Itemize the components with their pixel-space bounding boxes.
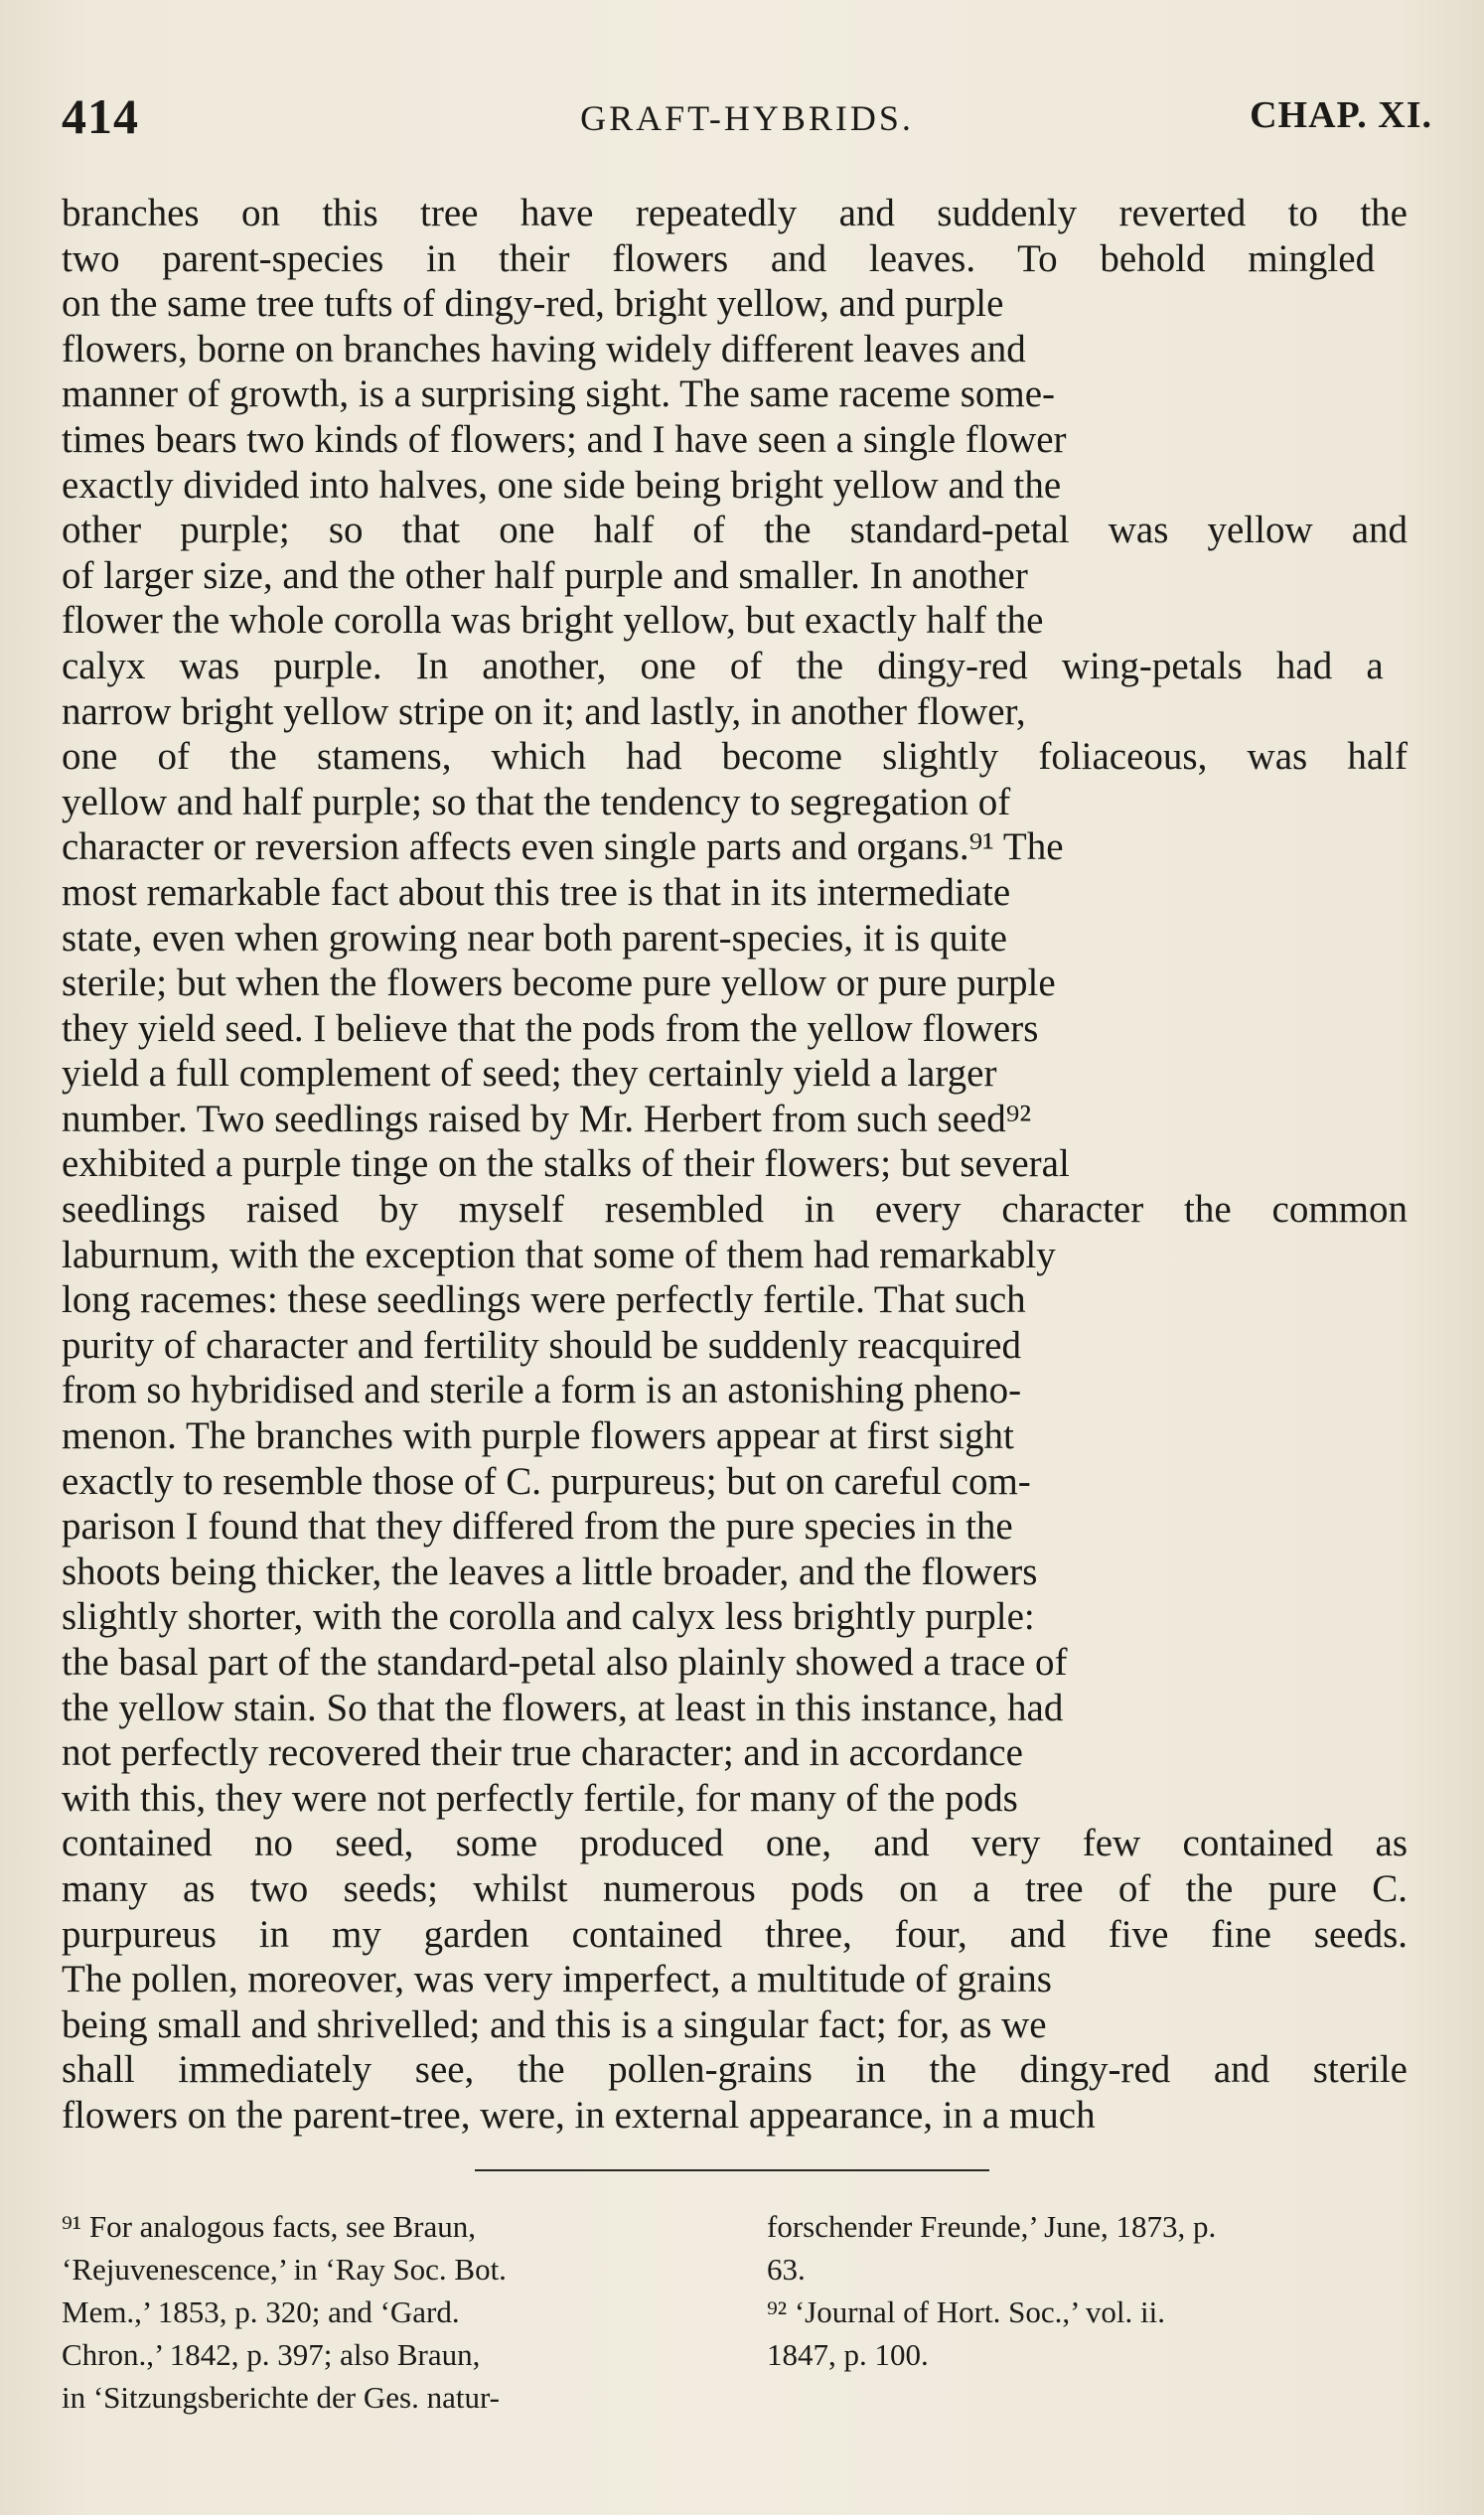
text-line-text: flowers, borne on branches having widely different leaves and: [62, 327, 1026, 370]
text-line-text: most remarkable fact about this tree is that in its intermediate: [62, 870, 1011, 914]
footnote-line-text: 1847, p. 100.: [767, 2337, 929, 2372]
footnotes-right-column: [767, 2205, 1408, 2376]
text-line: [62, 463, 1408, 509]
text-line: [62, 417, 1408, 463]
page-header: [62, 87, 1432, 147]
text-line-text: manner of growth, is a surprising sight. The same raceme some-: [62, 372, 1056, 416]
text-line-text: shall immediately see, the pollen-grains in the dingy-red and sterile: [62, 2048, 1408, 2092]
text-line-text: flowers on the parent-tree, were, in external appearance, in a much: [62, 2093, 1096, 2137]
footnote-line-text: ⁹¹ For analogous facts, see Braun,: [62, 2209, 476, 2244]
body-text: [62, 191, 1408, 2139]
text-line-text: many as two seeds; whilst numerous pods on a tree of the pure C.: [62, 1866, 1409, 1910]
text-line-text: seedlings raised by myself resembled in every character the common: [62, 1188, 1408, 1232]
text-line-text: two parent-species in their flowers and leaves. To behold mingled: [62, 236, 1376, 280]
text-line: [62, 1141, 1408, 1187]
footnote-line-text: Chron.,’ 1842, p. 397; also Braun,: [62, 2337, 481, 2372]
footnote-line-text: Mem.,’ 1853, p. 320; and ‘Gard.: [62, 2294, 460, 2329]
text-line: [62, 1413, 1408, 1459]
text-line: [62, 1594, 1408, 1640]
footnote-line: [62, 2333, 707, 2376]
text-line-text: one of the stamens, which had become slightly foliaceous, was half: [62, 735, 1409, 779]
footnote-line: [767, 2291, 1408, 2333]
text-line-text: being small and shrivelled; and this is a singular fact; for, as we: [62, 2002, 1047, 2046]
text-line-text: menon. The branches with purple flowers appear at first sight: [62, 1414, 1014, 1458]
footnote-line: [767, 2333, 1408, 2376]
text-line: [62, 1550, 1408, 1595]
text-line-text: yield a full complement of seed; they certainly yield a larger: [62, 1052, 997, 1096]
text-line: [62, 598, 1408, 644]
text-line-text: flower the whole corolla was bright yellow, but exactly half the: [62, 599, 1044, 643]
text-line-text: sterile; but when the flowers become pure yellow or pure purple: [62, 962, 1056, 1005]
text-line-text: yellow and half purple; so that the tendency to segregation of: [62, 780, 1011, 823]
text-line: [62, 553, 1408, 599]
text-line-text: contained no seed, some produced one, and very few contained as: [62, 1822, 1408, 1865]
text-line-text: long racemes: these seedlings were perfectly fertile. That such: [62, 1278, 1026, 1322]
footnote-line: [767, 2205, 1408, 2248]
text-line-text: character or reversion affects even single parts and organs.⁹¹ The: [62, 825, 1064, 869]
text-line: [62, 1233, 1408, 1278]
text-line-text: purity of character and fertility should be suddenly reacquired: [62, 1323, 1021, 1367]
text-line: [62, 870, 1408, 916]
text-line-text: not perfectly recovered their true character; and in accordance: [62, 1731, 1023, 1775]
text-line: [62, 1187, 1408, 1233]
chapter-label: CHAP. XI.: [1250, 94, 1432, 136]
footnotes: [62, 2205, 1408, 2443]
text-line: [62, 689, 1408, 735]
text-line: [62, 2093, 1408, 2139]
footnote-line-text: ‘Rejuvenescence,’ in ‘Ray Soc. Bot.: [62, 2252, 507, 2287]
text-line: [62, 1686, 1408, 1731]
text-line: [62, 2002, 1408, 2048]
text-line: [62, 1006, 1408, 1052]
text-line: [62, 281, 1408, 327]
text-line: [62, 1504, 1408, 1550]
text-line: [62, 1097, 1408, 1142]
text-line-text: exhibited a purple tinge on the stalks of their flowers; but several: [62, 1142, 1070, 1186]
text-line: [62, 2047, 1408, 2093]
text-line-text: they yield seed. I believe that the pods from the yellow flowers: [62, 1006, 1039, 1050]
text-line-text: on the same tree tufts of dingy-red, bright yellow, and purple: [62, 282, 1004, 326]
text-line-text: the yellow stain. So that the flowers, at least in this instance, had: [62, 1686, 1064, 1729]
text-line: [62, 1277, 1408, 1323]
text-line-text: from so hybridised and sterile a form is an astonishing pheno-: [62, 1369, 1022, 1412]
text-line: [62, 1866, 1408, 1912]
running-title: GRAFT-HYBRIDS.: [580, 98, 914, 138]
text-line: [62, 508, 1408, 553]
text-line-text: with this, they were not perfectly fertile, for many of the pods: [62, 1776, 1018, 1820]
text-line-text: other purple; so that one half of the standard-petal was yellow and: [62, 509, 1409, 552]
text-line-text: times bears two kinds of flowers; and I have seen a single flower: [62, 417, 1067, 461]
text-line: [62, 1640, 1408, 1686]
text-line: [62, 371, 1408, 417]
text-line: [62, 236, 1408, 282]
text-line-text: laburnum, with the exception that some of them had remarkably: [62, 1233, 1056, 1276]
text-line: [62, 1821, 1408, 1866]
text-line: [62, 780, 1408, 825]
text-line: [62, 916, 1408, 962]
text-line-text: purpureus in my garden contained three, four, and five fine seeds.: [62, 1912, 1408, 1956]
text-line-text: number. Two seedlings raised by Mr. Herbert from such seed⁹²: [62, 1097, 1032, 1140]
text-line-text: the basal part of the standard-petal also plainly showed a trace of: [62, 1641, 1068, 1684]
text-line: [62, 961, 1408, 1006]
text-line: [62, 644, 1408, 689]
footnote-line-text: 63.: [767, 2252, 806, 2287]
footnote-line-text: in ‘Sitzungsberichte der Ges. natur-: [62, 2380, 500, 2415]
footnote-divider: [475, 2169, 989, 2171]
text-line-text: slightly shorter, with the corolla and calyx less brightly purple:: [62, 1595, 1035, 1639]
text-line: [62, 1368, 1408, 1413]
text-line: [62, 824, 1408, 870]
footnote-line-text: ⁹² ‘Journal of Hort. Soc.,’ vol. ii.: [767, 2294, 1165, 2329]
text-line-text: narrow bright yellow stripe on it; and lastly, in another flower,: [62, 689, 1026, 733]
text-line: [62, 191, 1408, 236]
footnote-line: [62, 2205, 707, 2248]
text-line-text: parison I found that they differed from the pure species in the: [62, 1505, 1013, 1549]
text-line-text: branches on this tree have repeatedly and suddenly reverted to the: [62, 192, 1408, 234]
footnote-line: [62, 2248, 707, 2291]
page-number: 414: [62, 88, 139, 144]
text-line: [62, 1912, 1408, 1958]
text-line: [62, 1957, 1408, 2002]
footnotes-left-column: [62, 2205, 707, 2419]
text-line: [62, 1459, 1408, 1505]
footnote-line: [62, 2291, 707, 2333]
text-line-text: exactly to resemble those of C. purpureus; but on careful com-: [62, 1459, 1031, 1503]
text-line: [62, 1051, 1408, 1097]
text-line-text: shoots being thicker, the leaves a little broader, and the flowers: [62, 1550, 1038, 1593]
text-line-text: exactly divided into halves, one side being bright yellow and the: [62, 463, 1062, 507]
footnote-line: [62, 2376, 707, 2419]
text-line: [62, 1730, 1408, 1776]
text-line: [62, 327, 1408, 372]
text-line: [62, 734, 1408, 780]
text-line-text: The pollen, moreover, was very imperfect, a multitude of grains: [62, 1958, 1052, 2001]
text-line-text: calyx was purple. In another, one of the dingy-red wing-petals had a: [62, 644, 1384, 687]
text-line-text: state, even when growing near both parent-species, it is quite: [62, 916, 1007, 960]
text-line: [62, 1323, 1408, 1369]
text-line: [62, 1776, 1408, 1822]
footnote-line-text: forschender Freunde,’ June, 1873, p.: [767, 2209, 1217, 2244]
text-line-text: of larger size, and the other half purple and smaller. In another: [62, 553, 1028, 597]
footnote-line: [767, 2248, 1408, 2291]
